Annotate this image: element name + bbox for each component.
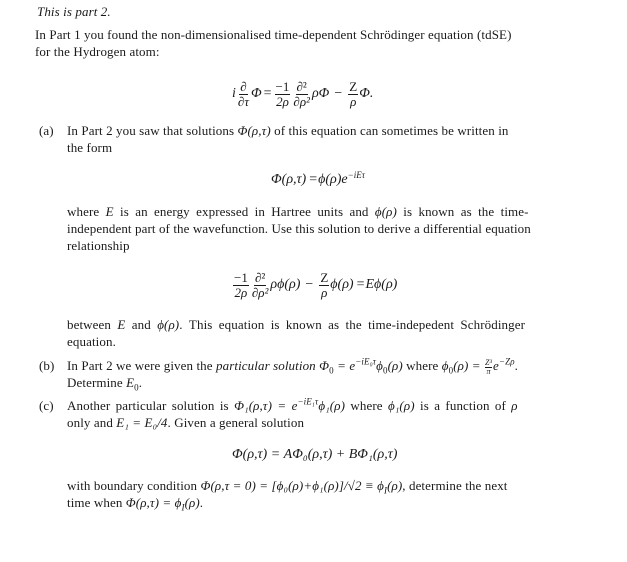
item-c-text1: [67, 478, 508, 494]
text: where: [67, 204, 106, 219]
math: E: [126, 375, 135, 390]
superscript: −Zρ: [498, 356, 515, 367]
frac-den: ρ: [350, 93, 357, 109]
text: with boundary condition: [67, 478, 201, 493]
text: between: [67, 317, 118, 332]
eq-frac-1: [275, 80, 291, 109]
text: is known as the time-: [396, 204, 529, 219]
eq-frac-z: [348, 80, 358, 109]
text: Another particular solution is: [67, 398, 235, 413]
subscript: I: [181, 502, 185, 513]
math: E₁ = E₀/4: [116, 415, 168, 430]
frac-den: ρ: [321, 284, 328, 300]
equation-tdse: [232, 77, 373, 111]
eq-term1: ρΦ: [311, 86, 330, 101]
eq-equals: =: [356, 277, 365, 292]
math: (ρ): [387, 478, 403, 493]
eq-equals: =: [263, 86, 272, 101]
paragraph1-line1: In Part 1 you found the non-dimensionalised time-dependent Schrödinger equation (tdSE): [35, 27, 512, 42]
text: is a function of: [414, 398, 512, 413]
frac-num: Z³: [484, 357, 493, 367]
math: (ρ): [184, 495, 200, 510]
math: ϕ(ρ): [157, 317, 180, 332]
math: Φ(ρ,τ): [237, 123, 271, 138]
frac-den: π: [486, 366, 491, 376]
eq-frac-1: [233, 271, 249, 300]
item-a-line1: [39, 123, 509, 139]
equation-tise: [232, 268, 397, 302]
frac-den: 2ρ: [276, 93, 289, 109]
eq-equals: =: [309, 172, 318, 187]
item-a-label: (a): [39, 123, 54, 138]
equation-general-solution: [232, 446, 397, 464]
item-a-text4: [67, 317, 525, 333]
text: Determine: [67, 375, 127, 390]
math: E: [117, 317, 126, 332]
eq-term2: ϕ(ρ): [330, 277, 354, 292]
eq-i: i: [232, 86, 236, 101]
text: .: [199, 495, 204, 510]
frac-num: Z: [320, 269, 329, 285]
eq-partial-tau-frac: [237, 80, 250, 109]
subscript: 0: [448, 365, 454, 376]
item-c-line2: [67, 415, 304, 431]
z3-over-pi-frac: [485, 359, 492, 376]
math: ϕ₁(ρ): [387, 398, 415, 413]
eq-frac-z: [319, 271, 329, 300]
math: ϕ₁(ρ): [318, 398, 346, 413]
math: E: [105, 204, 114, 219]
frac-num: Z: [349, 78, 358, 94]
text: . Given a general solution: [167, 415, 305, 430]
math: Φ: [319, 358, 330, 373]
text: of this equation can sometimes be written in: [270, 123, 509, 138]
cropped-previous-line: [0, 0, 627, 2]
item-b-line2: [67, 375, 142, 391]
frac-num: −1: [234, 269, 248, 285]
item-b-label: (b): [39, 358, 55, 373]
paragraph1-line2: for the Hydrogen atom:: [35, 44, 160, 59]
item-c-text2: [67, 495, 203, 511]
math: Φ₁(ρ,τ) = e: [234, 398, 298, 413]
frac-num: ∂²: [296, 78, 307, 94]
math: = e: [333, 358, 356, 373]
text: In Part 2 you saw that solutions: [67, 123, 238, 138]
item-c-label: (c): [39, 398, 54, 413]
math: (ρ): [387, 358, 403, 373]
frac-den: ∂τ: [237, 93, 249, 109]
item-a-text3: relationship: [67, 238, 130, 253]
eq-general: Φ(ρ,τ) = AΦ₀(ρ,τ) + BΦ₁(ρ,τ): [232, 447, 398, 462]
frac-den: ∂ρ²: [251, 284, 269, 300]
item-a-text1: [67, 204, 529, 220]
text: only and: [67, 415, 117, 430]
text: and: [125, 317, 158, 332]
text: .: [138, 375, 143, 390]
frac-num: ∂: [240, 78, 247, 94]
subscript: 0: [382, 365, 388, 376]
frac-den: ∂ρ²: [293, 93, 310, 109]
text: where: [345, 398, 388, 413]
frac-den: 2ρ: [234, 284, 248, 300]
eq-minus: −: [305, 277, 314, 292]
item-a-text5: equation.: [67, 334, 116, 349]
eq-rhs: ϕ(ρ)e: [318, 172, 348, 187]
math: ϕ(ρ): [374, 204, 397, 219]
text: In Part 2 we were given the: [67, 358, 216, 373]
text: . This equation is known as the time-indepedent Schrödinger: [179, 317, 526, 332]
eq-minus: −: [334, 86, 343, 101]
eq-phi: Φ: [250, 86, 262, 101]
emphasis: particular solution: [216, 358, 316, 373]
superscript: −iE₁τ: [297, 396, 319, 407]
item-b-line1: [39, 358, 518, 376]
math: ρ: [511, 398, 518, 413]
text: .: [514, 358, 518, 373]
eq-term1: ρϕ(ρ): [270, 277, 301, 292]
subscript: 0: [329, 365, 334, 376]
eq-lhs: Φ(ρ,τ): [271, 172, 307, 187]
intro-text: This is part 2.: [37, 4, 111, 19]
text: , determine the next: [402, 478, 508, 493]
text: time when: [67, 495, 126, 510]
math: e: [493, 358, 499, 373]
item-a-line2: the form: [67, 140, 113, 155]
eq-term2: Φ.: [359, 86, 374, 101]
subscript: 0: [134, 382, 139, 393]
frac-num: −1: [275, 78, 290, 94]
frac-num: ∂²: [254, 269, 266, 285]
subscript: I: [383, 485, 388, 496]
math: ϕ: [376, 358, 383, 373]
text: is an energy expressed in Hartree units and: [113, 204, 375, 219]
superscript: −iE₀τ: [355, 356, 377, 367]
text: where: [402, 358, 442, 373]
eq-second-derivative-frac: [251, 271, 270, 300]
item-c-line1: [39, 398, 518, 414]
math: (ρ) =: [453, 358, 484, 373]
eq-rhs: Eϕ(ρ): [365, 277, 398, 292]
math: Φ(ρ,τ = 0) = [ϕ₀(ρ)+ϕ₁(ρ)]/√2 ≡ ϕ: [200, 478, 384, 493]
eq-second-derivative-frac: [292, 80, 311, 109]
math: Φ(ρ,τ) = ϕ: [125, 495, 182, 510]
item-a-text2: independent part of the wavefunction. Use this solution to derive a differential equation: [67, 221, 531, 236]
equation-separable: Φ(ρ,τ) = ϕ(ρ)e $^{-iE\tau}$: [271, 170, 365, 187]
math: ϕ: [441, 358, 449, 373]
